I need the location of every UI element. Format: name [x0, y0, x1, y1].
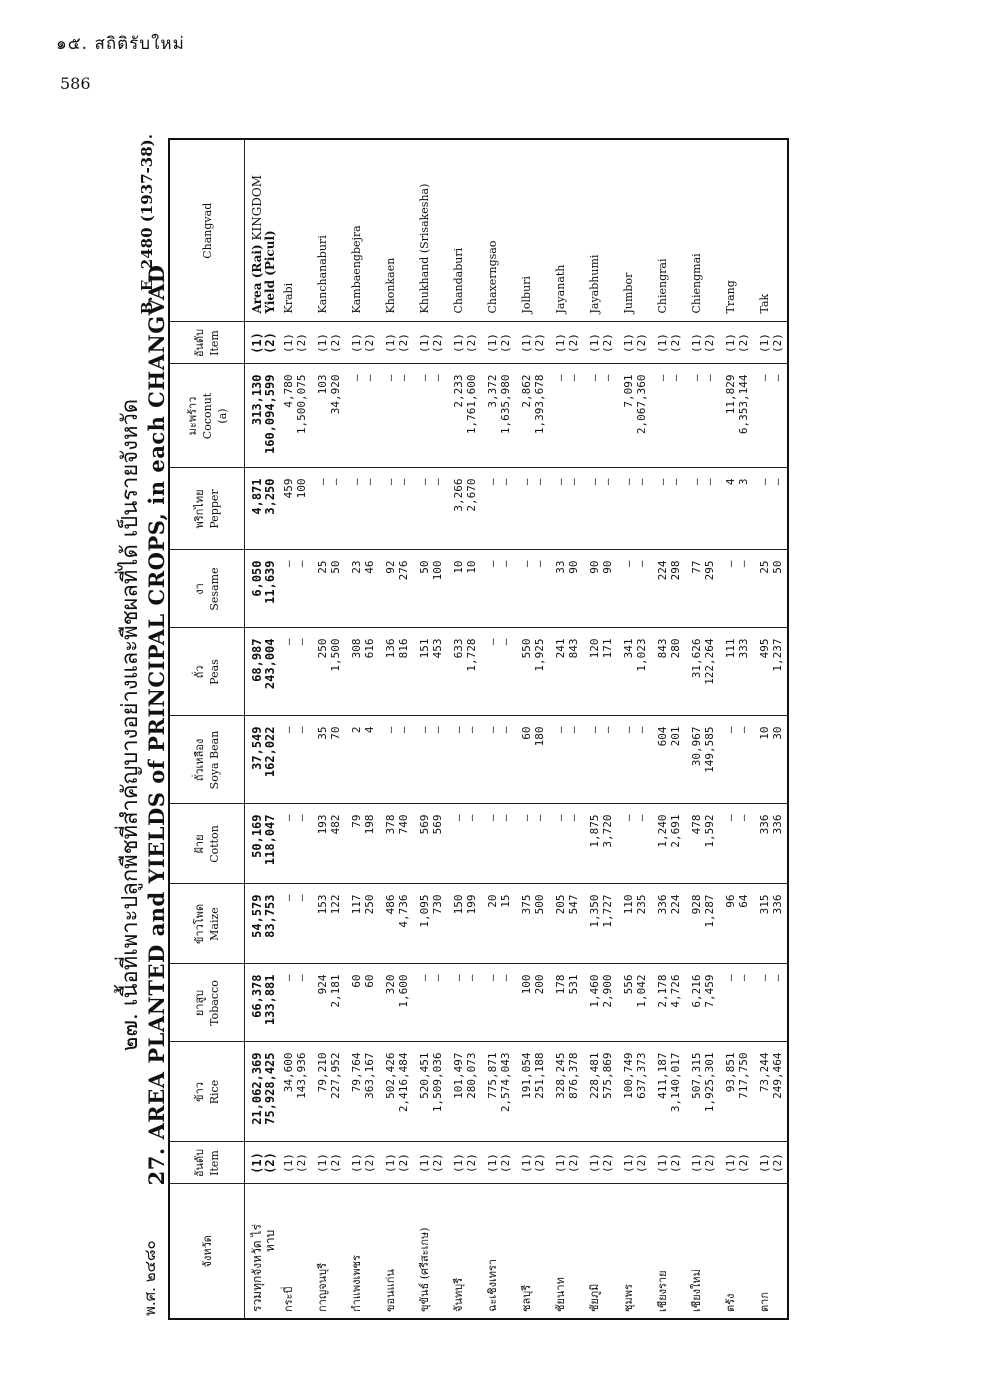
cell-pepper: — —: [515, 468, 549, 550]
cell-soya: 60 180: [515, 716, 549, 804]
header-changvad-en: Changvad: [169, 139, 245, 322]
item-label: (1) (2): [719, 1142, 753, 1184]
cell-pepper: 4 3: [719, 468, 753, 550]
province-row: [753, 139, 788, 1319]
cell-pepper: 459 100: [277, 468, 311, 550]
cell-rice: 79,764 363,167: [345, 1042, 379, 1142]
cell-cotton: 1,875 3,720: [583, 804, 617, 884]
cell-pepper: 3,266 2,670: [447, 468, 481, 550]
item-label: (1) (2): [311, 1142, 345, 1184]
cell-soya: — —: [413, 716, 447, 804]
cell-maize: 486 4,736: [379, 884, 413, 964]
cell-rice: 328,245 876,378: [549, 1042, 583, 1142]
cell-sesame: 50 100: [413, 550, 447, 628]
cell-cotton: 569 569: [413, 804, 447, 884]
cell-cotton: — —: [481, 804, 515, 884]
item-label: (1) (2): [685, 322, 719, 364]
province-row: [617, 139, 651, 1319]
item-label: (1) (2): [379, 322, 413, 364]
cell-pepper: — —: [583, 468, 617, 550]
cell-tobacco: 100 200: [515, 964, 549, 1042]
province-name-en: Trang: [719, 139, 753, 322]
item-label: (1) (2): [651, 322, 685, 364]
cell-cotton: — —: [617, 804, 651, 884]
cell-pepper: — —: [379, 468, 413, 550]
cell-sesame: 77 295: [685, 550, 719, 628]
cell-cotton: 336 336: [753, 804, 788, 884]
cell-peas: 633 1,728: [447, 628, 481, 716]
cell-peas: 308 616: [345, 628, 379, 716]
province-name-th: ชุมพร: [622, 1284, 635, 1312]
province-row: [685, 139, 719, 1319]
item-label: (1) (2): [753, 1142, 788, 1184]
cell-maize: 153 122: [311, 884, 345, 964]
cell-peas: 31,626 122,264: [685, 628, 719, 716]
item-label: (1) (2): [481, 322, 515, 364]
cell-cotton: 1,240 2,691: [651, 804, 685, 884]
cell-peas: — —: [277, 628, 311, 716]
province-row: [651, 139, 685, 1319]
cell-coconut: — —: [345, 364, 379, 468]
item-label: (1) (2): [311, 322, 345, 364]
province-name-th: ตาก: [758, 1292, 771, 1312]
province-name-en: Chiengmai: [685, 139, 719, 322]
cell-cotton: 79 198: [345, 804, 379, 884]
cell-peas: 136 816: [379, 628, 413, 716]
header-rice: ข้าว Rice: [169, 1042, 245, 1142]
title-thai: ๒๗. เนื้อที่เพาะปลูกพืชที่สำคัญบางอย่างและพืชผลที่ได้ เป็นรายจังหวัด: [118, 398, 143, 1052]
cell-rice: 191,054 251,188: [515, 1042, 549, 1142]
cell-tobacco: 178 531: [549, 964, 583, 1042]
cell-soya: — —: [447, 716, 481, 804]
item-label: (1) (2): [345, 1142, 379, 1184]
cell-sesame: — —: [719, 550, 753, 628]
cell-pepper: — —: [651, 468, 685, 550]
cell-rice: 93,851 717,750: [719, 1042, 753, 1142]
province-name-th: ขุขันธ์ (ศรีสะเกษ): [418, 1227, 431, 1312]
cell-pepper: — —: [753, 468, 788, 550]
header-item-right: อันดับ Item: [169, 322, 245, 364]
province-name-th: ตรัง: [724, 1293, 737, 1312]
item-label: (1) (2): [413, 322, 447, 364]
cell-peas: 120 171: [583, 628, 617, 716]
item-label: (1) (2): [413, 1142, 447, 1184]
province-row: [515, 139, 549, 1319]
page-section-header: ๑๕. สถิติรับใหม่: [56, 34, 185, 54]
province-row: [719, 139, 753, 1319]
header-maize: ข้าวโพด Maize: [169, 884, 245, 964]
cell-maize: 205 547: [549, 884, 583, 964]
cell-tobacco: — —: [719, 964, 753, 1042]
title-english: 27. AREA PLANTED and YIELDS of PRINCIPAL CROPS, in each CHANGVAD: [144, 264, 169, 1186]
cell-coconut: 4,780 1,500,075: [277, 364, 311, 468]
cell-cotton: 478 1,592: [685, 804, 719, 884]
cell-soya: — —: [481, 716, 515, 804]
kingdom-total-row: รวมทุกจังหวัด ไร่ หาบ (1) (2) 21,062,369 75,928,425 66,378 133,881 54,579 83,753 50,169 118,047 37,549 162,022 68,987 243,004 6,050 11,639 4,871 3,250 313,130 160,094,599 (1) (2) Area (Rai) KINGDOM Yield (Picul): [245, 139, 278, 1319]
province-name-en: Kambaengbejra: [345, 139, 379, 322]
cell-soya: — —: [617, 716, 651, 804]
province-name-th: ชลบุรี: [520, 1284, 533, 1312]
province-name-en: Tak: [753, 139, 788, 322]
cell-cotton: — —: [277, 804, 311, 884]
cell-pepper: — —: [617, 468, 651, 550]
header-changvad-th: จังหวัด: [169, 1184, 245, 1319]
cell-soya: — —: [583, 716, 617, 804]
header-peas: ถั่ว Peas: [169, 628, 245, 716]
cell-tobacco: 556 1,042: [617, 964, 651, 1042]
cell-coconut: 11,829 6,353,144: [719, 364, 753, 468]
province-name-en: Khonkaen: [379, 139, 413, 322]
cell-soya: — —: [379, 716, 413, 804]
header-coconut: มะพร้าว Coconut (a): [169, 364, 245, 468]
cell-peas: 341 1,023: [617, 628, 651, 716]
cell-maize: 150 199: [447, 884, 481, 964]
cell-coconut: — —: [685, 364, 719, 468]
cell-coconut: — —: [413, 364, 447, 468]
cell-peas: 843 280: [651, 628, 685, 716]
header-soya: ถั่วเหลือง Soya Bean: [169, 716, 245, 804]
province-name-th: เชียงใหม่: [690, 1269, 703, 1312]
cell-peas: 550 1,925: [515, 628, 549, 716]
cell-soya: — —: [277, 716, 311, 804]
item-label: (1) (2): [345, 322, 379, 364]
cell-peas: 111 333: [719, 628, 753, 716]
cell-soya: — —: [719, 716, 753, 804]
cell-peas: 241 843: [549, 628, 583, 716]
cell-tobacco: — —: [753, 964, 788, 1042]
cell-tobacco: — —: [277, 964, 311, 1042]
item-label: (1) (2): [515, 1142, 549, 1184]
cell-maize: 1,095 730: [413, 884, 447, 964]
province-name-en: Chaxerngsao: [481, 139, 515, 322]
cell-maize: 117 250: [345, 884, 379, 964]
cell-coconut: — —: [549, 364, 583, 468]
cell-sesame: — —: [617, 550, 651, 628]
cell-rice: 228,481 575,869: [583, 1042, 617, 1142]
cell-sesame: 23 46: [345, 550, 379, 628]
cell-coconut: — —: [379, 364, 413, 468]
item-label: (1) (2): [481, 1142, 515, 1184]
cell-maize: 20 15: [481, 884, 515, 964]
cell-pepper: — —: [685, 468, 719, 550]
cell-tobacco: 924 2,181: [311, 964, 345, 1042]
item-label: (1) (2): [617, 322, 651, 364]
cell-sesame: 25 50: [311, 550, 345, 628]
cell-soya: 35 70: [311, 716, 345, 804]
item-label: (1) (2): [583, 322, 617, 364]
province-row: [379, 139, 413, 1319]
cell-sesame: — —: [515, 550, 549, 628]
cell-cotton: — —: [515, 804, 549, 884]
province-row: [583, 139, 617, 1319]
cell-rice: 79,210 227,952: [311, 1042, 345, 1142]
cell-tobacco: — —: [481, 964, 515, 1042]
item-label: (1) (2): [583, 1142, 617, 1184]
cell-rice: 100,749 637,373: [617, 1042, 651, 1142]
header-item-left: อันดับ Item: [169, 1142, 245, 1184]
cell-rice: 507,315 1,925,301: [685, 1042, 719, 1142]
crops-table: [168, 138, 789, 1320]
item-label: (1) (2): [685, 1142, 719, 1184]
province-name-th: ขอนแก่น: [384, 1269, 397, 1312]
item-label: (1) (2): [651, 1142, 685, 1184]
province-name-en: Kanchanaburi: [311, 139, 345, 322]
cell-tobacco: — —: [413, 964, 447, 1042]
cell-peas: 250 1,500: [311, 628, 345, 716]
province-name-th: ฉะเชิงเทรา: [486, 1258, 499, 1312]
province-row: [277, 139, 311, 1319]
province-name-en: Chandaburi: [447, 139, 481, 322]
cell-maize: — —: [277, 884, 311, 964]
item-label: (1) (2): [515, 322, 549, 364]
cell-tobacco: 2,178 4,726: [651, 964, 685, 1042]
cell-maize: 928 1,287: [685, 884, 719, 964]
cell-cotton: 378 740: [379, 804, 413, 884]
cell-peas: 495 1,237: [753, 628, 788, 716]
cell-tobacco: 320 1,600: [379, 964, 413, 1042]
cell-pepper: — —: [549, 468, 583, 550]
cell-soya: 2 4: [345, 716, 379, 804]
header-sesame: งา Sesame: [169, 550, 245, 628]
province-row: [311, 139, 345, 1319]
cell-tobacco: 60 60: [345, 964, 379, 1042]
province-row: [549, 139, 583, 1319]
item-label: (1) (2): [719, 322, 753, 364]
cell-sesame: 224 298: [651, 550, 685, 628]
cell-sesame: 90 90: [583, 550, 617, 628]
cell-cotton: 193 482: [311, 804, 345, 884]
cell-maize: 1,350 1,727: [583, 884, 617, 964]
item-label: (1) (2): [379, 1142, 413, 1184]
cell-pepper: — —: [311, 468, 345, 550]
cell-maize: 375 500: [515, 884, 549, 964]
cell-coconut: 7,091 2,067,360: [617, 364, 651, 468]
cell-sesame: — —: [277, 550, 311, 628]
province-row: [481, 139, 515, 1319]
item-label: (1) (2): [549, 322, 583, 364]
cell-coconut: 103 34,920: [311, 364, 345, 468]
cell-coconut: 2,862 1,393,678: [515, 364, 549, 468]
province-row: [345, 139, 379, 1319]
cell-maize: 96 64: [719, 884, 753, 964]
item-label: (1) (2): [617, 1142, 651, 1184]
cell-coconut: — —: [583, 364, 617, 468]
item-label: (1) (2): [549, 1142, 583, 1184]
cell-peas: — —: [481, 628, 515, 716]
cell-coconut: 2,233 1,761,600: [447, 364, 481, 468]
province-name-th: จันทบุรี: [452, 1277, 465, 1312]
item-label: (1) (2): [447, 322, 481, 364]
year-thai: พ.ศ. ๒๔๘๐: [141, 1240, 159, 1316]
province-name-th: เชียงราย: [656, 1270, 669, 1312]
cell-soya: 10 30: [753, 716, 788, 804]
cell-peas: 151 453: [413, 628, 447, 716]
province-name-th: กาญจนบุรี: [316, 1262, 329, 1312]
cell-coconut: — —: [753, 364, 788, 468]
cell-rice: 73,244 249,464: [753, 1042, 788, 1142]
cell-pepper: — —: [345, 468, 379, 550]
province-name-en: Jolburi: [515, 139, 549, 322]
province-name-en: Khukhand (Srisakesha): [413, 139, 447, 322]
cell-rice: 502,426 2,416,484: [379, 1042, 413, 1142]
province-name-en: Jumbor: [617, 139, 651, 322]
cell-soya: 30,967 149,585: [685, 716, 719, 804]
cell-soya: 604 201: [651, 716, 685, 804]
cell-rice: 520,451 1,509,036: [413, 1042, 447, 1142]
province-name-th: กระบี่: [282, 1286, 295, 1312]
cell-cotton: — —: [719, 804, 753, 884]
cell-rice: 34,600 143,936: [277, 1042, 311, 1142]
cell-sesame: 33 90: [549, 550, 583, 628]
page-number: 586: [60, 74, 91, 93]
rotated-table-page: [100, 70, 820, 1320]
cell-maize: 315 336: [753, 884, 788, 964]
cell-rice: 775,871 2,574,043: [481, 1042, 515, 1142]
province-row: [413, 139, 447, 1319]
item-label: (1) (2): [753, 322, 788, 364]
cell-pepper: — —: [413, 468, 447, 550]
cell-rice: 101,497 280,073: [447, 1042, 481, 1142]
cell-sesame: 92 276: [379, 550, 413, 628]
cell-cotton: — —: [447, 804, 481, 884]
province-name-en: Jayabhumi: [583, 139, 617, 322]
cell-tobacco: 1,460 2,900: [583, 964, 617, 1042]
cell-rice: 411,187 3,140,017: [651, 1042, 685, 1142]
province-name-th: กำแพงเพชร: [350, 1255, 363, 1312]
year-english: B. E. 2480 (1937-38).: [138, 134, 156, 315]
province-name-en: Jayanath: [549, 139, 583, 322]
cell-pepper: — —: [481, 468, 515, 550]
cell-maize: 336 224: [651, 884, 685, 964]
cell-maize: 110 235: [617, 884, 651, 964]
cell-tobacco: — —: [447, 964, 481, 1042]
province-name-th: ชัยนาท: [554, 1277, 567, 1312]
header-pepper: พริกไทย Pepper: [169, 468, 245, 550]
cell-coconut: 3,372 1,635,980: [481, 364, 515, 468]
cell-sesame: — —: [481, 550, 515, 628]
item-label: (1) (2): [447, 1142, 481, 1184]
cell-cotton: — —: [549, 804, 583, 884]
cell-tobacco: 6,216 7,459: [685, 964, 719, 1042]
province-name-th: ชัยภูมิ: [588, 1283, 601, 1312]
header-tobacco: ยาสูบ Tobacco: [169, 964, 245, 1042]
province-name-en: Chiengrai: [651, 139, 685, 322]
cell-coconut: — —: [651, 364, 685, 468]
cell-soya: — —: [549, 716, 583, 804]
cell-sesame: 10 10: [447, 550, 481, 628]
province-name-en: Krabi: [277, 139, 311, 322]
item-label: (1) (2): [277, 322, 311, 364]
item-label: (1) (2): [277, 1142, 311, 1184]
cell-sesame: 25 50: [753, 550, 788, 628]
province-row: [447, 139, 481, 1319]
header-cotton: ฝ้าย Cotton: [169, 804, 245, 884]
